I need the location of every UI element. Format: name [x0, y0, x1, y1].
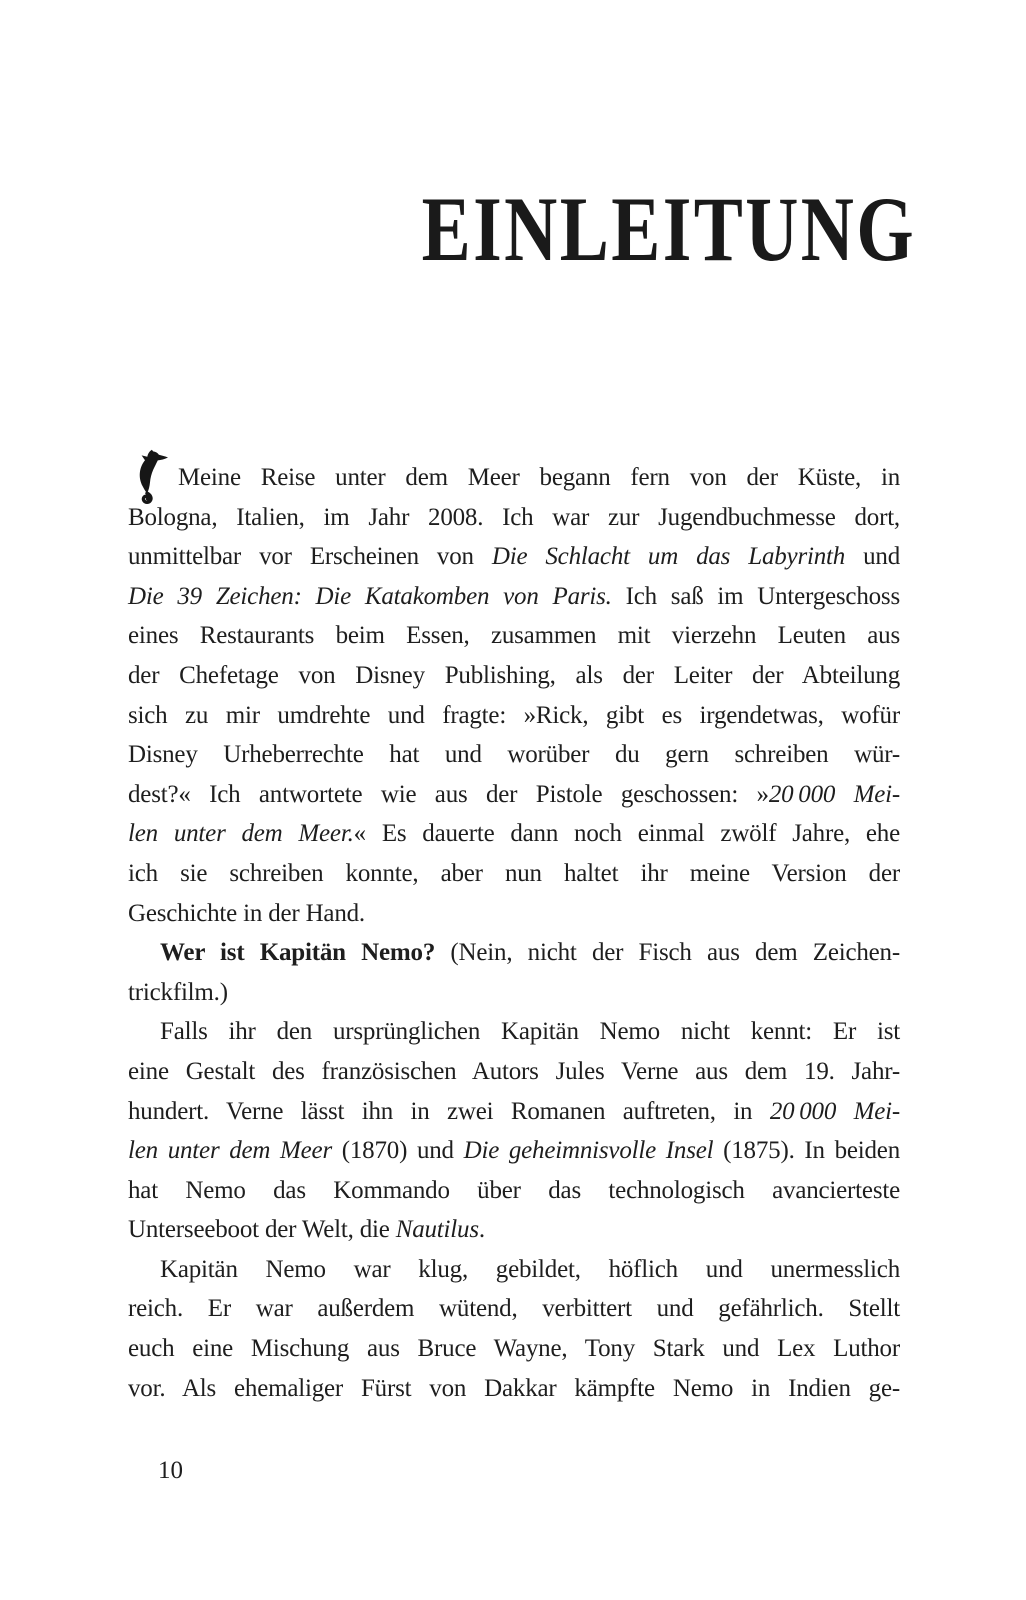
- text-line: [128, 1369, 900, 1409]
- text-line: [128, 1289, 900, 1329]
- seahorse-icon: [128, 448, 170, 506]
- text-segment: hundert. Verne lässt ihn in zwei Romanen auftreten, in: [128, 1097, 770, 1125]
- text-line: [128, 498, 900, 538]
- text-line: [128, 1092, 900, 1132]
- content-column: [128, 0, 916, 1491]
- text-line: [128, 854, 900, 894]
- text-segment: dest?« Ich antwortete wie aus der Pistole geschossen: »: [128, 780, 769, 808]
- text-segment: len unter dem Meer.: [128, 820, 354, 848]
- text-line: [128, 1171, 900, 1211]
- paragraph: [128, 458, 900, 933]
- text-segment: sich zu mir umdrehte und fragte: »Rick, gibt es irgendetwas, wofür: [128, 701, 900, 729]
- text-segment: unmittelbar vor Erscheinen von: [128, 543, 492, 571]
- text-segment: und: [845, 543, 900, 571]
- text-line: [128, 1210, 900, 1250]
- text-line: [128, 577, 900, 617]
- text-segment: Die geheimnisvolle Insel: [463, 1137, 714, 1165]
- text-line: [128, 616, 900, 656]
- text-segment: (Nein, nicht der Fisch aus dem Zeichen-: [435, 939, 900, 967]
- text-line: [128, 696, 900, 736]
- text-segment: Die 39 Zeichen: Die Katakomben von Paris.: [128, 582, 612, 610]
- text-segment: Wer ist Kapitän Nemo?: [160, 939, 436, 967]
- text-line: [128, 933, 900, 973]
- text-line: [128, 894, 900, 934]
- text-line: [128, 814, 900, 854]
- text-segment: Nautilus: [395, 1216, 479, 1244]
- text-line: [128, 537, 900, 577]
- text-segment: .: [478, 1216, 485, 1244]
- text-line: [128, 1329, 900, 1369]
- text-line: [128, 1052, 900, 1092]
- text-line: [128, 656, 900, 696]
- text-segment: len unter dem Meer: [128, 1137, 332, 1165]
- text-segment: der Chefetage von Disney Publishing, als der Leiter der Abteilung: [128, 661, 900, 689]
- text-segment: Kapitän Nemo war klug, gebildet, höflich und unermesslich: [160, 1255, 900, 1283]
- text-segment: Unterseeboot der Welt, die: [128, 1216, 396, 1244]
- text-segment: 20 000 Mei-: [768, 780, 901, 808]
- text-line: [128, 1012, 900, 1052]
- paragraph: [128, 1012, 900, 1250]
- text-segment: Die Schlacht um das Labyrinth: [491, 543, 846, 571]
- text-segment: Meine Reise unter dem Meer begann fern von der Küste, in: [178, 464, 900, 491]
- text-segment: (1875). In beiden: [713, 1137, 901, 1165]
- text-segment: Disney Urheberrechte hat und worüber du gern schreiben wür-: [128, 741, 900, 769]
- paragraph: [128, 933, 900, 1012]
- text-segment: Geschichte in der Hand.: [128, 899, 365, 927]
- text-line: [128, 1250, 900, 1290]
- text-segment: Ich saß im Untergeschoss: [611, 582, 900, 610]
- text-segment: (1870) und: [331, 1137, 464, 1165]
- chapter-title: EINLEITUNG: [421, 178, 916, 280]
- text-segment: Falls ihr den ursprünglichen Kapitän Nemo nicht kennt: Er ist: [160, 1018, 900, 1046]
- text-line: [128, 1131, 900, 1171]
- text-line: [128, 775, 900, 815]
- text-segment: eine Gestalt des französischen Autors Jules Verne aus dem 19. Jahr-: [128, 1057, 900, 1085]
- text-segment: reich. Er war außerdem wütend, verbittert und gefährlich. Stellt: [128, 1295, 900, 1323]
- text-segment: « Es dauerte dann noch einmal zwölf Jahre, ehe: [353, 820, 900, 848]
- text-line: [128, 458, 900, 498]
- text-line: [128, 973, 900, 1013]
- text-segment: ich sie schreiben konnte, aber nun haltet ihr meine Version der: [128, 859, 900, 887]
- text-segment: Bologna, Italien, im Jahr 2008. Ich war zur Jugendbuchmesse dort,: [128, 503, 900, 531]
- text-segment: vor. Als ehemaliger Fürst von Dakkar kämpfte Nemo in Indien ge-: [128, 1374, 900, 1402]
- text-line: [128, 735, 900, 775]
- body-text: [128, 458, 900, 1408]
- page-number: 10: [158, 1457, 183, 1485]
- text-segment: euch eine Mischung aus Bruce Wayne, Tony Stark und Lex Luthor: [128, 1335, 900, 1363]
- paragraph: [128, 1250, 900, 1408]
- text-segment: 20 000 Mei-: [769, 1097, 900, 1125]
- text-segment: hat Nemo das Kommando über das technologisch avancierteste: [128, 1176, 900, 1204]
- text-segment: eines Restaurants beim Essen, zusammen mit vierzehn Leuten aus: [128, 622, 900, 650]
- text-segment: trickfilm.): [128, 978, 228, 1006]
